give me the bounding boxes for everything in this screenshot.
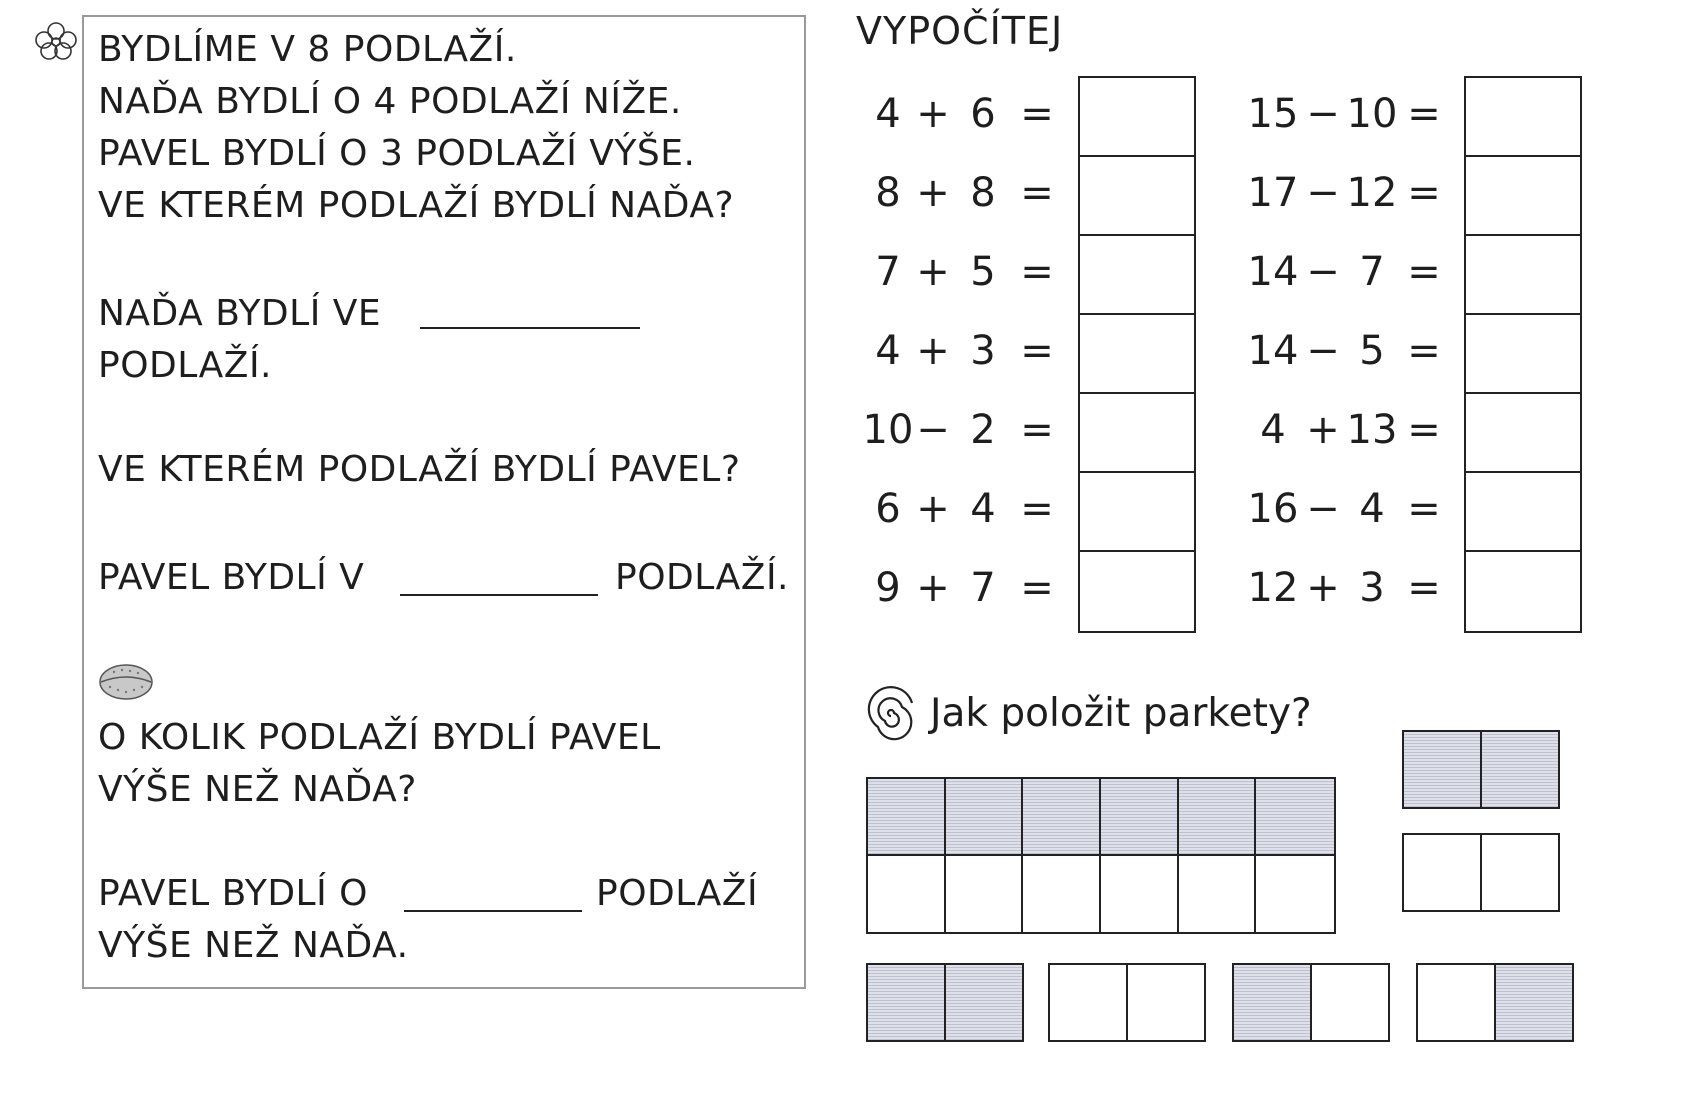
equation-op: − [1306, 249, 1340, 295]
intro-line-4: VE KTERÉM PODLAŽÍ BYDLÍ NAĎA? [98, 185, 735, 226]
nut-icon [96, 658, 156, 702]
equation-op: − [1306, 328, 1340, 374]
equation-b: 5 [1359, 328, 1385, 374]
answer-3-prefix: PAVEL BYDLÍ O [98, 873, 368, 914]
answer-box[interactable] [1080, 157, 1194, 236]
floor-cell[interactable] [1256, 779, 1334, 856]
question-3-line-1: O KOLIK PODLAŽÍ BYDLÍ PAVEL [98, 717, 661, 758]
equation-b: 8 [970, 170, 996, 216]
equation-eq: = [1407, 170, 1441, 216]
answer-box[interactable] [1466, 315, 1580, 394]
answer-box[interactable] [1466, 236, 1580, 315]
question-2: VE KTERÉM PODLAŽÍ BYDLÍ PAVEL? [98, 449, 741, 490]
answer-box[interactable] [1466, 157, 1580, 236]
equation-b: 3 [1359, 565, 1385, 611]
answer-1-blank[interactable] [420, 327, 640, 329]
flower-icon [32, 20, 80, 60]
equation-op: + [916, 328, 950, 374]
equation-op: + [916, 170, 950, 216]
tile-half-shaded [1404, 732, 1482, 807]
equation-eq: = [1407, 249, 1441, 295]
parquet-tile[interactable] [1402, 833, 1560, 912]
equation-eq: = [1020, 249, 1054, 295]
answer-box[interactable] [1080, 315, 1194, 394]
equation-b: 13 [1346, 407, 1398, 453]
floor-cell[interactable] [1023, 856, 1101, 933]
answer-box[interactable] [1466, 552, 1580, 631]
intro-line-1: BYDLÍME V 8 PODLAŽÍ. [98, 29, 517, 70]
answer-3-line-2: VÝŠE NEŽ NAĎA. [98, 925, 409, 966]
equation-eq: = [1407, 565, 1441, 611]
intro-line-3: PAVEL BYDLÍ O 3 PODLAŽÍ VÝŠE. [98, 133, 696, 174]
answer-box[interactable] [1080, 78, 1194, 157]
answer-box[interactable] [1080, 473, 1194, 552]
equation-b: 6 [970, 91, 996, 137]
floor-cell[interactable] [1023, 779, 1101, 856]
answer-1-suffix: PODLAŽÍ. [98, 345, 272, 386]
answer-2-prefix: PAVEL BYDLÍ V [98, 557, 365, 598]
parquet-floor-grid [866, 777, 1336, 934]
equation-a: 10 [862, 407, 914, 453]
parquet-tile[interactable] [1232, 963, 1390, 1042]
intro-line-2: NAĎA BYDLÍ O 4 PODLAŽÍ NÍŽE. [98, 81, 682, 122]
equation-a: 8 [875, 170, 901, 216]
equation-a: 12 [1247, 565, 1299, 611]
answer-box[interactable] [1080, 552, 1194, 631]
tile-half-white [1404, 835, 1482, 910]
equation-a: 9 [875, 565, 901, 611]
parquet-title: Jak položit parkety? [930, 691, 1312, 736]
equation-eq: = [1407, 407, 1441, 453]
tile-half-shaded [1482, 732, 1558, 807]
equation-eq: = [1020, 328, 1054, 374]
equation-eq: = [1020, 486, 1054, 532]
floor-cell[interactable] [868, 779, 946, 856]
equation-op: − [1306, 170, 1340, 216]
equation-eq: = [1407, 328, 1441, 374]
equation-op: + [916, 91, 950, 137]
equation-b: 12 [1346, 170, 1398, 216]
floor-cell[interactable] [1101, 779, 1179, 856]
equation-eq: = [1020, 565, 1054, 611]
equation-eq: = [1020, 407, 1054, 453]
equation-op: − [1306, 486, 1340, 532]
answer-box[interactable] [1080, 236, 1194, 315]
equation-a: 14 [1247, 328, 1299, 374]
equation-a: 6 [875, 486, 901, 532]
tile-half-shaded [1234, 965, 1312, 1040]
equation-op: + [1306, 565, 1340, 611]
equation-a: 4 [875, 328, 901, 374]
equation-b: 10 [1346, 91, 1398, 137]
equation-op: − [1306, 91, 1340, 137]
equation-a: 17 [1247, 170, 1299, 216]
equation-b: 4 [1359, 486, 1385, 532]
equation-a: 16 [1247, 486, 1299, 532]
parquet-tile[interactable] [866, 963, 1024, 1042]
floor-cell[interactable] [946, 856, 1024, 933]
answer-column-right [1464, 76, 1582, 633]
tile-half-white [1050, 965, 1128, 1040]
floor-cell[interactable] [868, 856, 946, 933]
tile-half-white [1312, 965, 1388, 1040]
tile-half-shaded [1496, 965, 1572, 1040]
answer-3-suffix: PODLAŽÍ [596, 873, 759, 914]
answer-box[interactable] [1466, 473, 1580, 552]
equation-b: 2 [970, 407, 996, 453]
answer-box[interactable] [1080, 394, 1194, 473]
answer-3-blank[interactable] [404, 910, 582, 912]
equation-eq: = [1407, 91, 1441, 137]
answer-box[interactable] [1466, 394, 1580, 473]
tile-half-white [1418, 965, 1496, 1040]
equation-op: − [916, 407, 950, 453]
parquet-tile[interactable] [1416, 963, 1574, 1042]
equation-op: + [916, 249, 950, 295]
equation-eq: = [1020, 170, 1054, 216]
calc-heading: VYPOČÍTEJ [856, 9, 1064, 53]
tile-half-white [1128, 965, 1204, 1040]
equation-a: 4 [875, 91, 901, 137]
answer-column-left [1078, 76, 1196, 633]
tile-half-shaded [946, 965, 1022, 1040]
floor-cell[interactable] [946, 779, 1024, 856]
equation-b: 7 [970, 565, 996, 611]
tile-half-white [1482, 835, 1558, 910]
floor-cell[interactable] [1256, 856, 1334, 933]
equation-a: 14 [1247, 249, 1299, 295]
question-3-line-2: VÝŠE NEŽ NAĎA? [98, 769, 417, 810]
parquet-tile[interactable] [1048, 963, 1206, 1042]
equation-b: 7 [1359, 249, 1385, 295]
answer-box[interactable] [1466, 78, 1580, 157]
equation-b: 4 [970, 486, 996, 532]
equation-op: + [1306, 407, 1340, 453]
parquet-tile[interactable] [1402, 730, 1560, 809]
equation-a: 4 [1260, 407, 1286, 453]
equation-a: 7 [875, 249, 901, 295]
equation-eq: = [1407, 486, 1441, 532]
equation-a: 15 [1247, 91, 1299, 137]
floor-cell[interactable] [1179, 856, 1257, 933]
floor-cell[interactable] [1101, 856, 1179, 933]
equation-b: 3 [970, 328, 996, 374]
spiral-icon [862, 680, 920, 748]
answer-1-prefix: NAĎA BYDLÍ VE [98, 293, 382, 334]
equation-op: + [916, 565, 950, 611]
floor-cell[interactable] [1179, 779, 1257, 856]
tile-half-shaded [868, 965, 946, 1040]
answer-2-suffix: PODLAŽÍ. [615, 557, 789, 598]
equation-op: + [916, 486, 950, 532]
answer-2-blank[interactable] [400, 594, 598, 596]
equation-eq: = [1020, 91, 1054, 137]
equation-b: 5 [970, 249, 996, 295]
